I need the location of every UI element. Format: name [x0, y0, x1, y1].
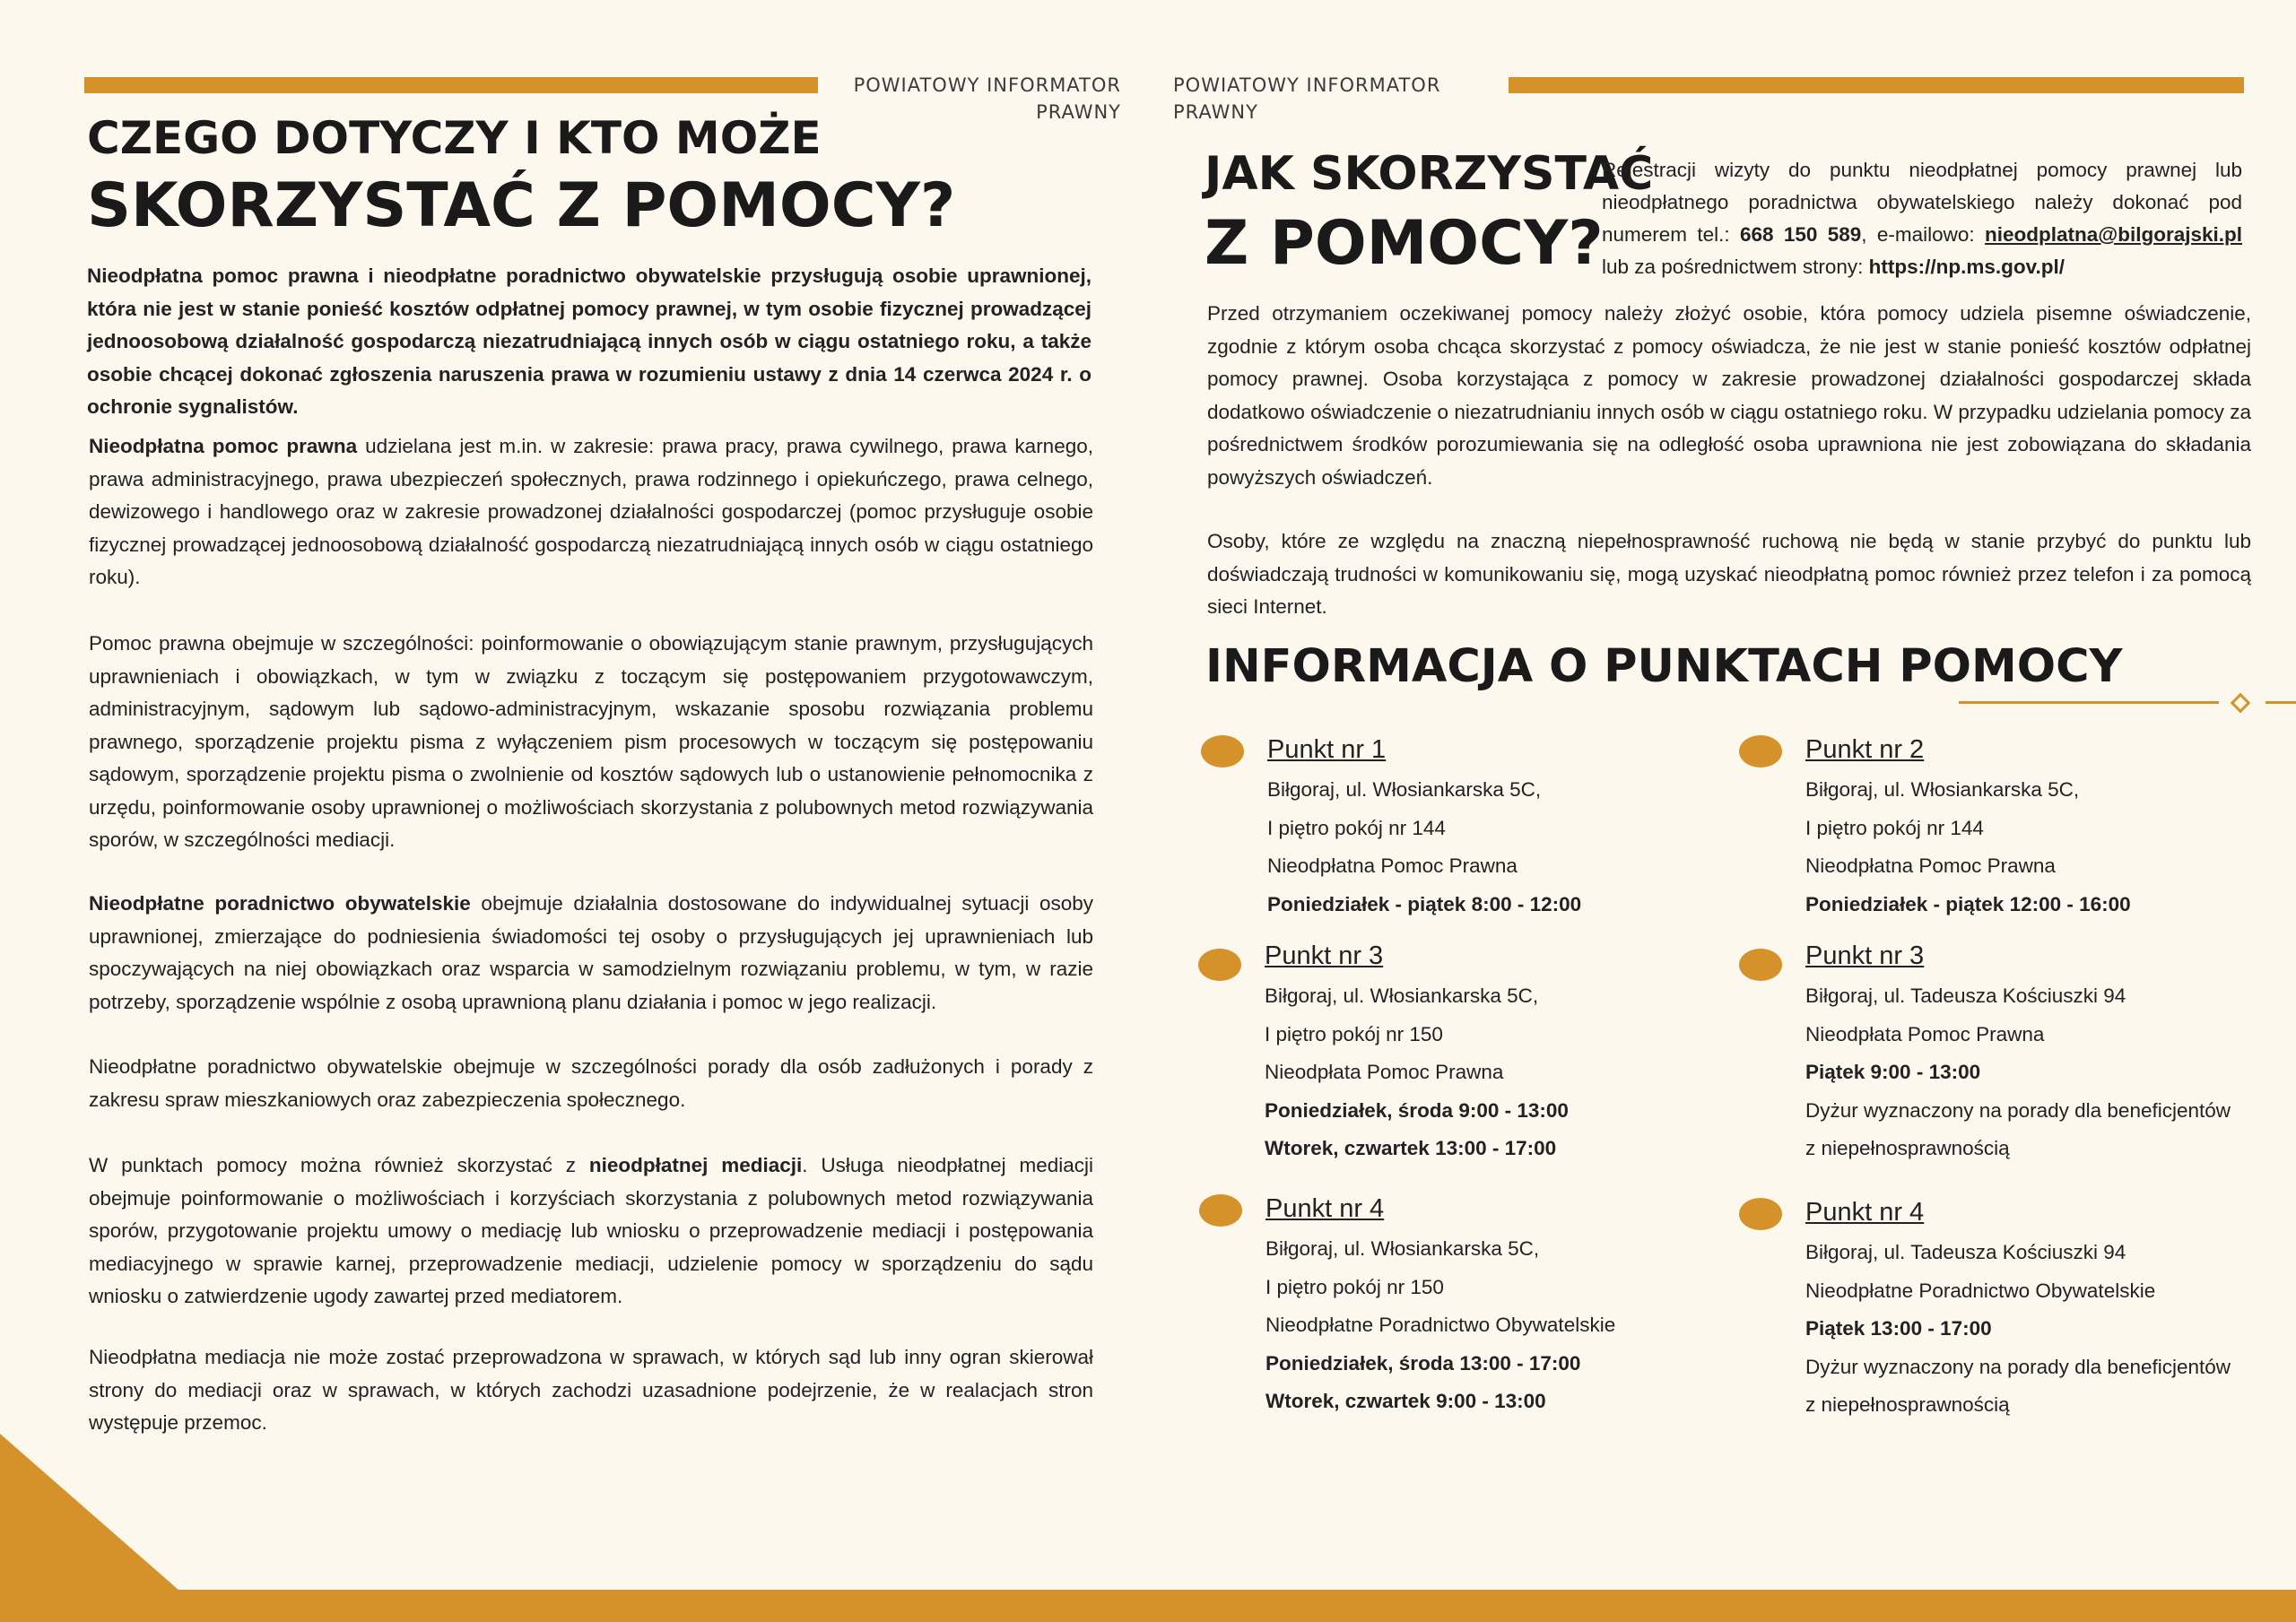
- left-p1-bold: Nieodpłatna pomoc prawna: [89, 435, 358, 457]
- point-note: Dyżur wyznaczony na porady dla beneficjentów: [1805, 1098, 2231, 1122]
- bullet-dot-icon: [1739, 1198, 1782, 1230]
- left-p4: Nieodpłatne poradnictwo obywatelskie obejmuje w szczególności porady dla osób zadłużonych i porady z zakresu spraw mieszkaniowych oraz zabezpieczenia społecznego.: [89, 1055, 1093, 1111]
- point-hours: Wtorek, czwartek 9:00 - 13:00: [1265, 1390, 1546, 1412]
- point-address: Biłgoraj, ul. Włosiankarska 5C,: [1805, 778, 2080, 801]
- info-heading-divider-end: [2266, 701, 2296, 704]
- contact-text-b: , e-mailowo:: [1861, 223, 1986, 246]
- right-title-line1: JAK SKORZYSTAĆ: [1205, 147, 1654, 201]
- point-hours: Piątek 13:00 - 17:00: [1805, 1317, 1992, 1340]
- bullet-dot-icon: [1199, 1194, 1242, 1227]
- point-name: Punkt nr 4: [1265, 1194, 1385, 1223]
- point-service: Nieodpłatne Poradnictwo Obywatelskie: [1805, 1279, 2156, 1302]
- point-hours: Wtorek, czwartek 13:00 - 17:00: [1265, 1137, 1557, 1159]
- left-p5-a: W punktach pomocy można również skorzystać z: [89, 1154, 589, 1176]
- point-name: Punkt nr 1: [1267, 735, 1387, 764]
- point-hours: Piątek 9:00 - 13:00: [1805, 1061, 1981, 1083]
- point-name: Punkt nr 4: [1805, 1198, 1925, 1227]
- right-title-line2: Z POMOCY?: [1205, 208, 1604, 279]
- left-p2: Pomoc prawna obejmuje w szczególności: poinformowanie o obowiązującym stanie prawnym, przysługujących uprawnieniach i obowiązkach, w tym w związku z toczącym się postępowaniem przygotowawczym, administracyjnym, sądowym lub sądowo-administracyjnym, wskazanie sposobu rozwiązania problemu prawnego, sporządzenie projektu pisma z wyłączeniem pism procesowych w toczącym się postępowaniu sądowym, sporządzenie projektu pisma o zwolnienie od kosztów sądowych lub o ustanowienie pełnomocnika z urzędu, poinformowanie osoby uprawnionej o możliwościach skorzystania z polubownych metod rozwiązywania sporów, w szczególności mediacji.: [89, 632, 1093, 851]
- contact-phone[interactable]: 668 150 589: [1739, 223, 1862, 246]
- contact-url-link[interactable]: https://np.ms.gov.pl/: [1868, 256, 2065, 278]
- bullet-dot-icon: [1201, 735, 1244, 768]
- contact-email-link[interactable]: nieodplatna@bilgorajski.pl: [1985, 223, 2242, 246]
- left-p3-rest: obejmuje działalnia dostosowane do indywidualnej sytuacji osoby uprawnionej, zmierzające do podniesienia świadomości tej osoby o przysługujących jej uprawnieniach lub spoczywających na niej obowiązkach oraz wsparcia w samodzielnym rozwiązaniu problemu, w tym, w razie potrzeby, sporządzenie wspólnie z osobą uprawnioną planu działania i pomoc w jego realizacji.: [89, 892, 1094, 1013]
- left-p1-rest: udzielana jest m.in. w zakresie: prawa pracy, prawa cywilnego, prawa karnego, prawa administracyjnego, prawa ubezpieczeń społecznych, prawa rodzinnego i opiekuńczego, prawa celnego, dewizowego i handlowego oraz w zakresie prowadzonej działalności gospodarczej (pomoc przysługuje osobie fizycznej prowadzącej jednoosobową działalność gospodarczą niezatrudniającą innych osób w ciągu ostatniego roku).: [89, 435, 1093, 588]
- point-room: I piętro pokój nr 144: [1805, 816, 1984, 839]
- left-title-line2: SKORZYSTAĆ Z POMOCY?: [87, 170, 956, 241]
- point-name: Punkt nr 3: [1265, 941, 1384, 970]
- bullet-dot-icon: [1739, 949, 1782, 981]
- left-p5-bold: nieodpłatnej mediacji: [588, 1154, 803, 1176]
- contact-text-a: Rejestracji wizyty do punktu nieodpłatnej pomocy prawnej lub nieodpłatnego poradnictwa obywatelskiego należy dokonać pod numerem tel.:: [1602, 159, 2242, 246]
- point-address: Biłgoraj, ul. Włosiankarska 5C,: [1265, 1237, 1540, 1260]
- point-note: Dyżur wyznaczony na porady dla beneficjentów: [1805, 1355, 2231, 1378]
- point-2: [1805, 732, 2296, 924]
- bullet-dot-icon: [1198, 949, 1241, 981]
- left-p1: [89, 430, 1093, 594]
- point-room: I piętro pokój nr 144: [1267, 816, 1446, 839]
- right-p1: Przed otrzymaniem oczekiwanej pomocy należy złożyć osobie, która pomocy udziela pisemne oświadczenie, zgodnie z którym osoba chcąca skorzystać z pomocy oświadcza, że nie jest w stanie ponieść kosztów odpłatnej pomocy prawnej. Osoba korzystająca z pomocy w zakresie prowadzonej działalności gospodarczej składa dodatkowo oświadczenie o niezatrudnianiu innych osób w ciągu ostatniego roku. W przypadku udzielania pomocy za pośrednictwem środków porozumiewania się na odległość osoba uprawniona nie jest zobowiązana do składania powyższych oświadczeń.: [1207, 302, 2251, 489]
- right-p2: Osoby, które ze względu na znaczną niepełnosprawność ruchową nie będą w stanie przybyć do punktu lub doświadczają trudności w komunikowaniu się, mogą uzyskać nieodpłatną pomoc również przez telefon i za pomocą sieci Internet.: [1207, 530, 2251, 618]
- left-intro: Nieodpłatna pomoc prawna i nieodpłatne poradnictwo obywatelskie przysługują osobie uprawnionej, która nie jest w stanie ponieść kosztów odpłatnej pomocy prawnej, w tym osobie fizycznej prowadzącej jednoosobową działalność gospodarczą niezatrudniającą innych osób w ciągu ostatniego roku, a także osobie chcącej dokonać zgłoszenia naruszenia prawa w rozumieniu ustawy z dnia 14 czerwca 2024 r. o ochronie sygnalistów.: [87, 265, 1091, 418]
- right-top-bar: [1509, 77, 2244, 93]
- info-heading-divider: [1959, 701, 2219, 704]
- point-address: Biłgoraj, ul. Tadeusza Kościuszki 94: [1805, 1241, 2126, 1263]
- left-p3-bold: Nieodpłatne poradnictwo obywatelskie: [89, 892, 471, 915]
- point-address: Biłgoraj, ul. Tadeusza Kościuszki 94: [1805, 984, 2126, 1007]
- contact-text-c: lub za pośrednictwem strony:: [1602, 256, 1869, 278]
- point-address: Biłgoraj, ul. Włosiankarska 5C,: [1265, 984, 1539, 1007]
- point-4b: [1805, 1194, 2296, 1425]
- point-service: Nieodpłatna Pomoc Prawna: [1805, 854, 2056, 877]
- point-4a: [1265, 1191, 1768, 1421]
- point-3b: [1805, 938, 2296, 1168]
- left-kicker: POWIATOWY INFORMATOR PRAWNY: [853, 74, 1121, 123]
- point-note: z niepełnosprawnością: [1805, 1393, 2010, 1416]
- point-room: I piętro pokój nr 150: [1265, 1022, 1443, 1045]
- right-contact: [1602, 154, 2242, 283]
- left-title-line1: CZEGO DOTYCZY I KTO MOŻE: [87, 112, 822, 164]
- point-service: Nieodpłata Pomoc Prawna: [1805, 1022, 2045, 1045]
- point-name: Punkt nr 2: [1805, 735, 1925, 764]
- point-hours: Poniedziałek - piątek 12:00 - 16:00: [1805, 892, 2131, 915]
- point-service: Nieodpłatna Pomoc Prawna: [1267, 854, 1518, 877]
- left-p5: [89, 1149, 1093, 1314]
- right-kicker: POWIATOWY INFORMATOR PRAWNY: [1173, 74, 1441, 123]
- point-3a: [1265, 938, 1767, 1168]
- bullet-dot-icon: [1739, 735, 1782, 768]
- point-service: Nieodpłatne Poradnictwo Obywatelskie: [1265, 1314, 1616, 1336]
- point-name: Punkt nr 3: [1805, 941, 1925, 970]
- point-hours: Poniedziałek, środa 13:00 - 17:00: [1265, 1351, 1581, 1375]
- point-room: I piętro pokój nr 150: [1265, 1275, 1444, 1298]
- point-1: [1267, 732, 1770, 924]
- left-p3: [89, 888, 1093, 1019]
- left-p6: Nieodpłatna mediacja nie może zostać przeprowadzona w sprawach, w których sąd lub inny ogran skierował strony do mediacji oraz w sprawach, w których zachodzi uzasadnione podejrzenie, że w realacjach stron występuje przemoc.: [89, 1346, 1093, 1434]
- point-hours: Poniedziałek, środa 9:00 - 13:00: [1265, 1098, 1569, 1122]
- point-service: Nieodpłata Pomoc Prawna: [1265, 1061, 1504, 1083]
- diamond-icon: [2231, 693, 2251, 714]
- bottom-bar: [0, 1590, 2296, 1622]
- point-note: z niepełnosprawnością: [1805, 1137, 2010, 1159]
- point-address: Biłgoraj, ul. Włosiankarska 5C,: [1267, 778, 1542, 801]
- left-top-bar: [84, 77, 818, 93]
- point-hours: Poniedziałek - piątek 8:00 - 12:00: [1267, 892, 1582, 915]
- info-heading: INFORMACJA O PUNKTACH POMOCY: [1205, 640, 2123, 693]
- left-p5-rest: . Usługa nieodpłatnej mediacji obejmuje poinformowanie o możliwościach i korzyściach skorzystania z polubownych metod rozwiązywania sporów, przygotowanie projektu umowy o mediację lub wniosku o przeprowadzenie mediacji i postępowania mediacyjnego w sprawie karnej, przeprowadzenie mediacji, udzielenie pomocy w sporządzeniu do sądu wniosku o zatwierdzenie ugody zawartej przed mediatorem.: [89, 1154, 1093, 1307]
